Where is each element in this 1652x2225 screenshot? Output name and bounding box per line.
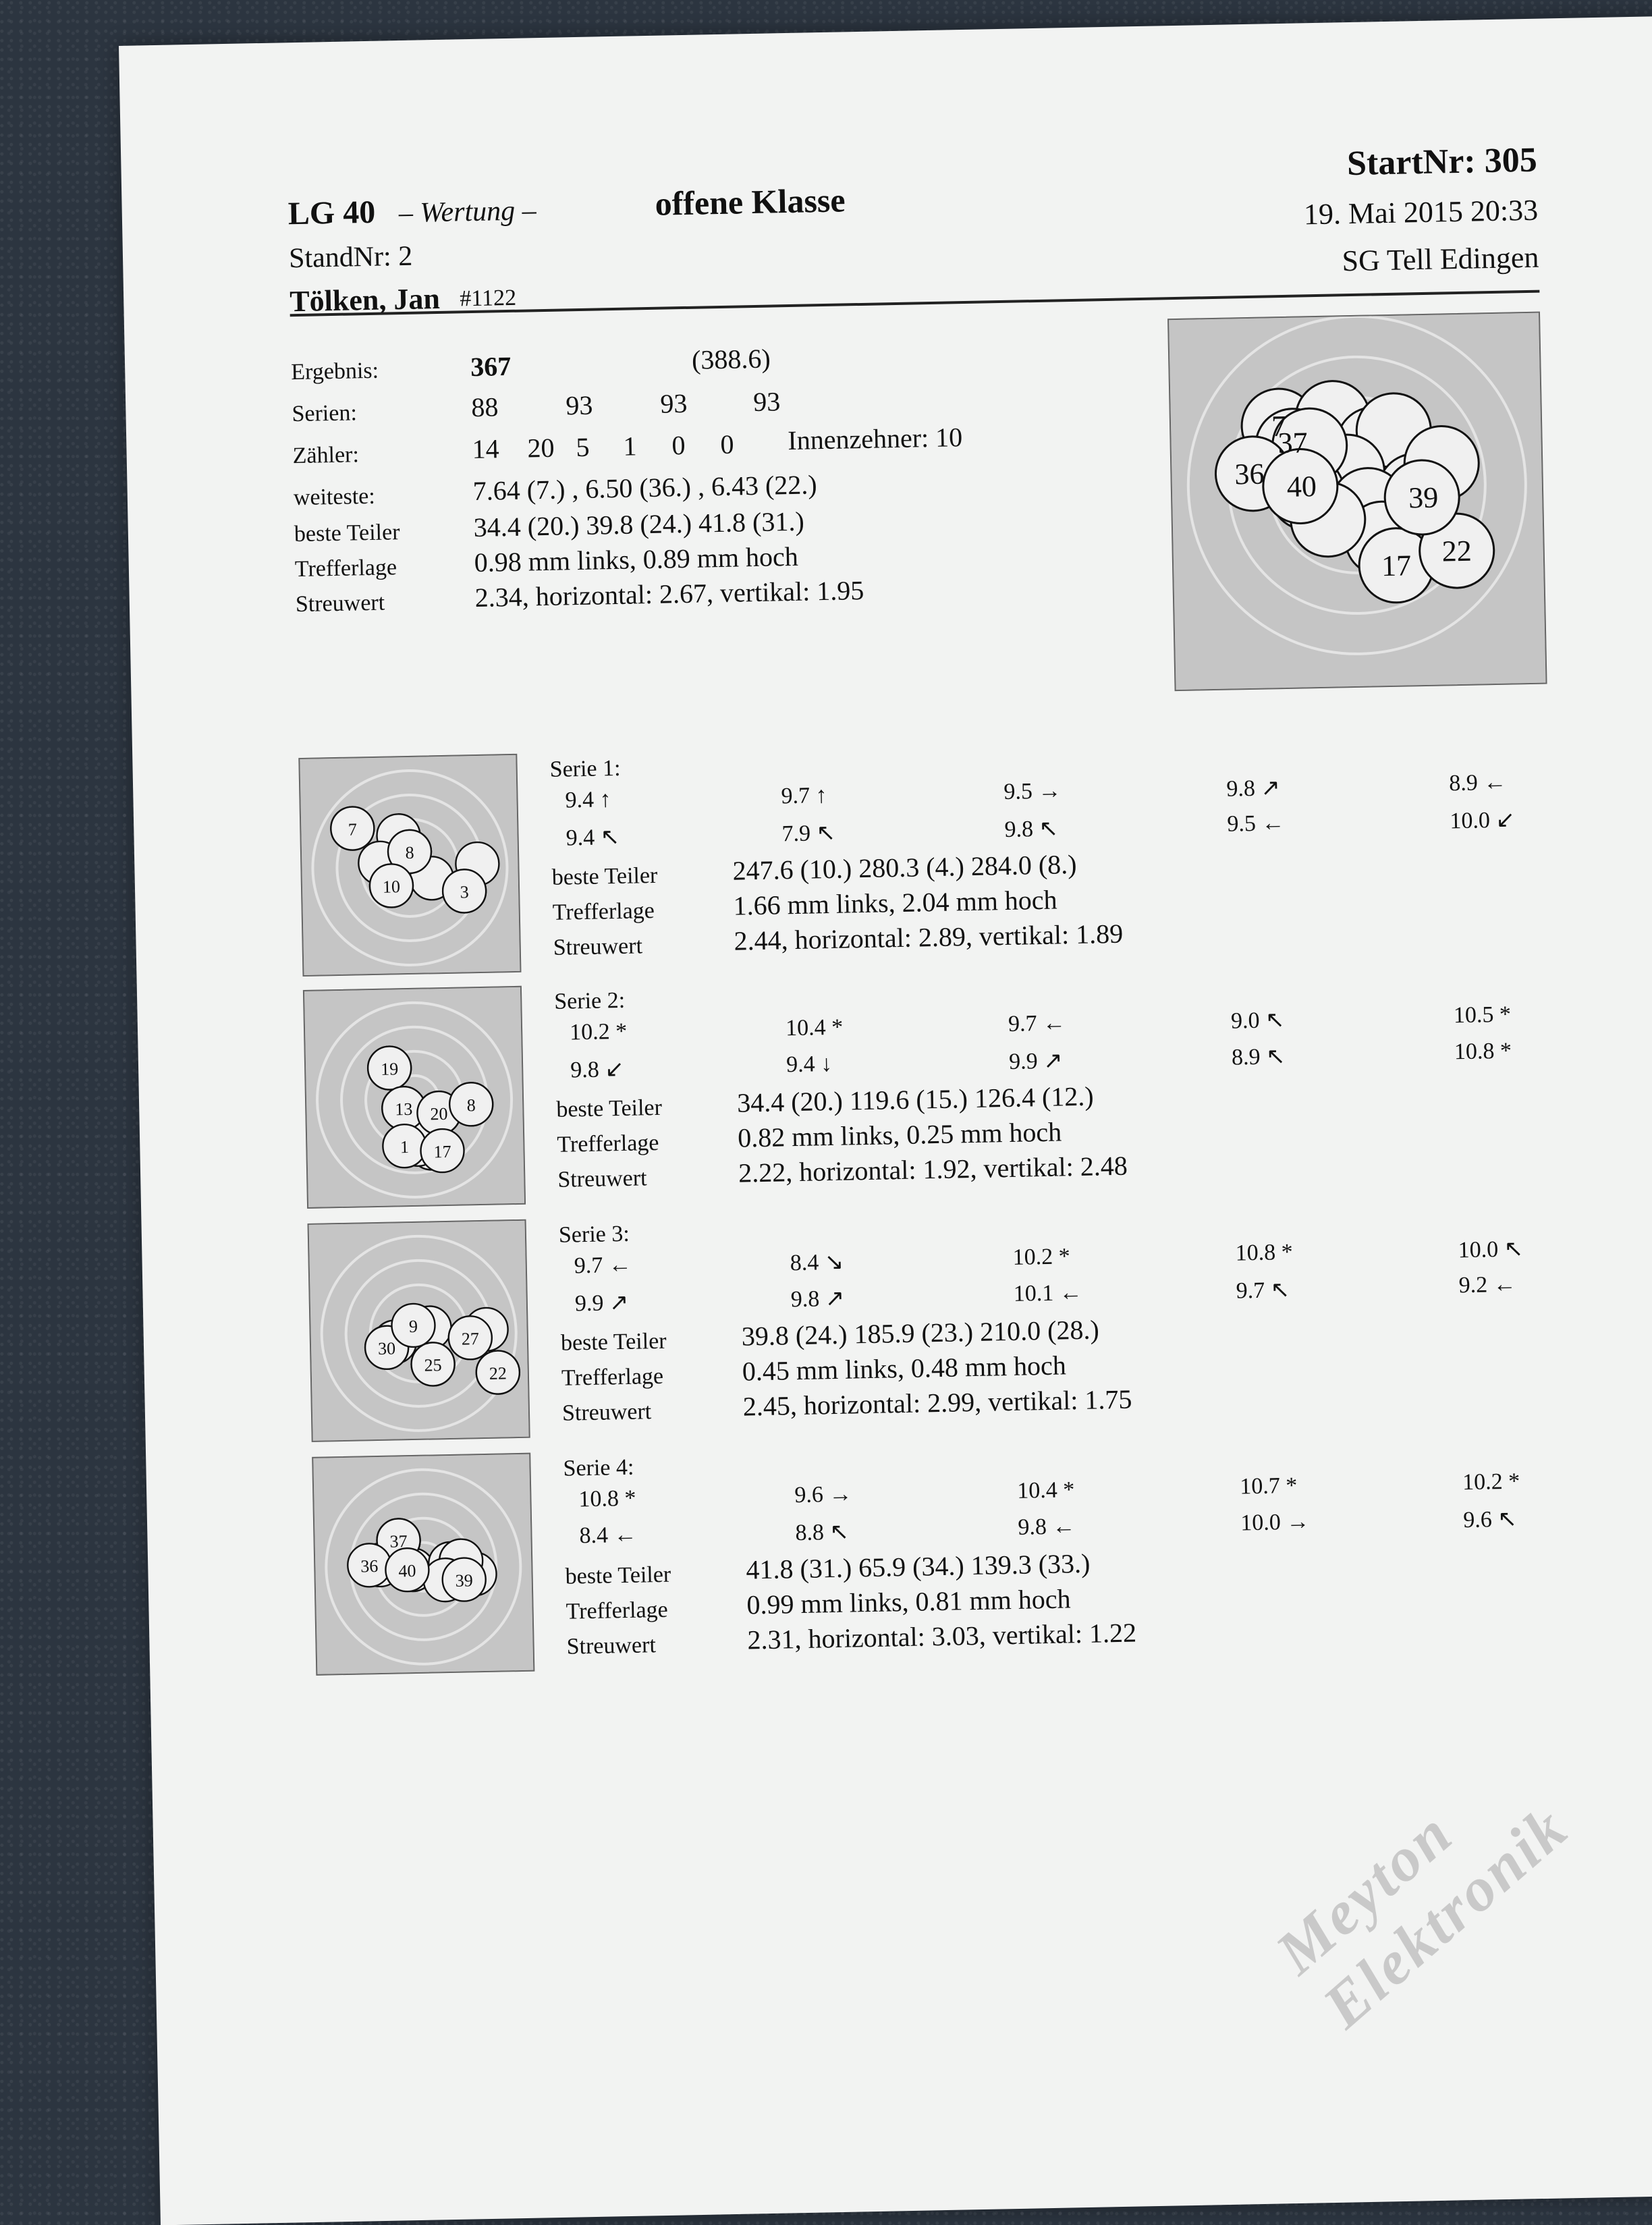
target-label-40: 40 [1286, 470, 1317, 503]
zaehler-6: 0 [720, 429, 734, 460]
series-2-shot: 10.8 * [1454, 1038, 1512, 1065]
innenzehner: Innenzehner: 10 [787, 422, 963, 456]
serien-3: 93 [659, 387, 688, 419]
series-2-shot: 9.0 ↖ [1230, 1008, 1285, 1034]
series-2-title: Serie 2: [553, 987, 626, 1014]
series-3-target-graphic [309, 1221, 529, 1441]
series-2-shot: 9.9 ↗ [1008, 1048, 1063, 1074]
shooter-name: Tölken, Jan [289, 281, 441, 319]
series-2-target-label: 17 [433, 1141, 451, 1162]
series-4-target-label: 40 [398, 1560, 416, 1581]
series-4-shot: 8.8 ↖ [795, 1519, 850, 1546]
series-4-title: Serie 4: [563, 1454, 634, 1481]
label-streuwert: Streuwert [295, 590, 385, 617]
series-3-shot: 10.2 * [1012, 1244, 1071, 1270]
total-target-graphic [1169, 313, 1545, 690]
series-2-target-label: 19 [380, 1059, 399, 1079]
series-3-shot: 9.8 ↗ [790, 1286, 845, 1313]
series-2-target-label: 1 [400, 1137, 410, 1157]
mode-label: – Wertung – [398, 195, 537, 229]
series-2-target-label: 13 [395, 1099, 413, 1120]
start-number: StartNr: 305 [1346, 140, 1538, 184]
label-trefferlage: Trefferlage [294, 555, 397, 582]
series-1-shot: 9.5 → [1003, 778, 1062, 805]
series-3-title: Serie 3: [558, 1221, 630, 1248]
zaehler-1: 14 [472, 433, 499, 465]
label-weiteste: weiteste: [293, 483, 376, 511]
series-4-shot: 10.0 → [1240, 1509, 1310, 1536]
result-sheet [119, 16, 1652, 2225]
series-4-trefferlage: 0.99 mm links, 0.81 mm hoch [746, 1583, 1071, 1620]
series-3-target-label: 22 [489, 1363, 507, 1383]
series-1-shot: 9.4 ↑ [565, 787, 611, 813]
series-2-shot: 10.4 * [785, 1014, 844, 1041]
zaehler-4: 1 [623, 431, 637, 462]
series-2-shot: 10.2 * [569, 1018, 628, 1045]
series-3-shot: 8.4 ↘ [790, 1249, 844, 1276]
series-1-shot: 9.8 ↗ [1226, 775, 1281, 802]
series-3-target [308, 1219, 530, 1442]
series-4-target-label: 37 [389, 1531, 408, 1551]
target-label-7: 7 [1271, 409, 1287, 443]
series-3-target-label: 25 [424, 1355, 442, 1375]
series-4-shot: 9.6 ↖ [1462, 1506, 1518, 1533]
series-list [119, 16, 1652, 46]
series-3-shot: 10.0 ↖ [1458, 1236, 1524, 1263]
series-2-shot: 9.4 ↓ [786, 1051, 833, 1078]
series-1-shot: 8.9 ← [1448, 769, 1507, 796]
series-3-target-label: 9 [408, 1316, 418, 1337]
series-1-label-beste-teiler: beste Teiler [551, 862, 658, 890]
serien-4: 93 [752, 386, 781, 418]
watermark-logo: Meyton Elektronik [1263, 1792, 1581, 2041]
series-4-beste-teiler: 41.8 (31.) 65.9 (34.) 139.3 (33.) [746, 1547, 1091, 1585]
zaehler-3: 5 [576, 431, 590, 463]
series-1-target [298, 754, 521, 977]
ergebnis-value: 367 [470, 350, 512, 383]
beste-teiler-value: 34.4 (20.) 39.8 (24.) 41.8 (31.) [473, 505, 805, 543]
series-1-shot: 9.4 ↖ [566, 824, 620, 851]
zaehler-5: 0 [671, 429, 686, 461]
series-1-label-streuwert: Streuwert [553, 933, 643, 960]
target-label-17: 17 [1381, 549, 1412, 583]
series-1-shot: 9.8 ↖ [1004, 816, 1059, 843]
series-2-label-beste-teiler: beste Teiler [556, 1095, 663, 1122]
series-4-shot: 10.8 * [578, 1485, 636, 1512]
series-4-label-trefferlage: Trefferlage [566, 1597, 669, 1624]
series-4-shot: 10.4 * [1016, 1477, 1075, 1504]
series-2-shot: 8.9 ↖ [1231, 1044, 1286, 1070]
series-3-shot: 9.9 ↗ [574, 1290, 629, 1317]
series-4-shot: 9.8 ← [1018, 1514, 1076, 1540]
series-2-target [303, 986, 526, 1209]
serien-2: 93 [565, 389, 593, 421]
series-4-target [312, 1453, 534, 1676]
series-4-shot: 10.2 * [1462, 1468, 1520, 1495]
series-4-label-beste-teiler: beste Teiler [565, 1562, 671, 1589]
series-1-shot: 7.9 ↖ [781, 820, 836, 847]
series-3-shot: 9.2 ← [1458, 1271, 1516, 1298]
series-3-trefferlage: 0.45 mm links, 0.48 mm hoch [742, 1350, 1067, 1387]
series-2-label-trefferlage: Trefferlage [557, 1130, 659, 1157]
series-3-shot: 10.8 * [1235, 1239, 1293, 1266]
label-serien: Serien: [292, 400, 358, 427]
ergebnis-decimal: (388.6) [691, 343, 771, 375]
discipline-title: LG 40 [287, 194, 376, 232]
series-2-beste-teiler: 34.4 (20.) 119.6 (15.) 126.4 (12.) [736, 1080, 1095, 1118]
series-3-target-label: 27 [461, 1329, 480, 1349]
series-1-shot: 9.5 ← [1227, 811, 1285, 837]
series-1-target-label: 8 [405, 842, 414, 863]
weiteste-value: 7.64 (7.) , 6.50 (36.) , 6.43 (22.) [472, 469, 818, 507]
series-1-target-label: 10 [382, 877, 401, 897]
target-label-37: 37 [1277, 426, 1309, 460]
series-2-target-label: 8 [466, 1095, 476, 1116]
total-target [1167, 312, 1547, 691]
series-2-shot: 9.8 ↙ [570, 1056, 625, 1083]
series-1-label-trefferlage: Trefferlage [552, 898, 655, 925]
series-1-target-graphic [300, 755, 520, 975]
series-4-target-label: 36 [360, 1556, 379, 1576]
label-zaehler: Zähler: [292, 442, 360, 469]
serien-1: 88 [470, 391, 499, 423]
target-label-39: 39 [1408, 480, 1439, 515]
date-time: 19. Mai 2015 20:33 [1303, 193, 1539, 231]
series-4-target-label: 39 [455, 1570, 474, 1591]
trefferlage-value: 0.98 mm links, 0.89 mm hoch [474, 541, 799, 578]
series-2-trefferlage: 0.82 mm links, 0.25 mm hoch [737, 1116, 1062, 1153]
series-2-streuwert: 2.22, horizontal: 1.92, vertikal: 2.48 [738, 1150, 1128, 1188]
series-4-target-graphic [313, 1454, 533, 1674]
series-1-streuwert: 2.44, horizontal: 2.89, vertikal: 1.89 [734, 918, 1124, 956]
label-beste-teiler: beste Teiler [294, 520, 400, 547]
series-3-streuwert: 2.45, horizontal: 2.99, vertikal: 1.75 [742, 1383, 1132, 1422]
class-label: offene Klasse [655, 181, 846, 223]
series-1-target-label: 3 [460, 882, 469, 902]
series-1-trefferlage: 1.66 mm links, 2.04 mm hoch [733, 884, 1057, 921]
target-label-36: 36 [1234, 457, 1265, 491]
series-3-shot: 9.7 ↖ [1236, 1278, 1290, 1304]
series-4-shot: 9.6 → [794, 1481, 852, 1508]
target-label-22: 22 [1441, 534, 1472, 568]
series-2-shot: 9.7 ← [1008, 1010, 1066, 1037]
series-1-beste-teiler: 247.6 (10.) 280.3 (4.) 284.0 (8.) [732, 848, 1077, 886]
series-4-shot: 8.4 ← [579, 1522, 637, 1549]
zaehler-2: 20 [527, 432, 555, 464]
series-2-label-streuwert: Streuwert [557, 1165, 647, 1192]
club-name: SG Tell Edingen [1342, 240, 1539, 278]
series-1-shot: 9.7 ↑ [781, 783, 827, 809]
series-1-title: Serie 1: [549, 755, 621, 782]
series-3-label-streuwert: Streuwert [561, 1399, 652, 1426]
series-3-target-label: 30 [377, 1338, 396, 1358]
series-3-label-beste-teiler: beste Teiler [560, 1328, 667, 1356]
shooter-id: #1122 [459, 285, 517, 312]
series-3-beste-teiler: 39.8 (24.) 185.9 (23.) 210.0 (28.) [741, 1314, 1100, 1352]
label-ergebnis: Ergebnis: [290, 358, 379, 385]
series-1-shot: 10.0 ↙ [1450, 807, 1516, 834]
series-3-shot: 9.7 ← [574, 1252, 632, 1279]
series-2-target-label: 20 [430, 1103, 448, 1124]
streuwert-value: 2.34, horizontal: 2.67, vertikal: 1.95 [474, 574, 864, 613]
series-2-target-graphic [304, 987, 524, 1207]
series-3-shot: 10.1 ← [1013, 1280, 1083, 1307]
series-1-target-label: 7 [348, 819, 358, 840]
series-2-shot: 10.5 * [1453, 1001, 1512, 1028]
series-4-streuwert: 2.31, horizontal: 3.03, vertikal: 1.22 [747, 1617, 1137, 1655]
series-3-label-trefferlage: Trefferlage [561, 1363, 664, 1391]
stand-number: StandNr: 2 [288, 240, 413, 275]
series-4-shot: 10.7 * [1239, 1473, 1298, 1500]
series-4-label-streuwert: Streuwert [566, 1632, 657, 1659]
